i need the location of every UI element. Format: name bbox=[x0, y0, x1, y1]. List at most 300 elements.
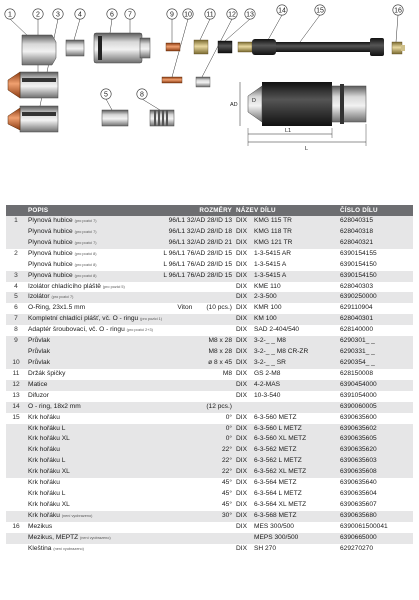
cell-part-name: GS 2-M8 bbox=[254, 369, 281, 377]
cell-brand: DIX bbox=[236, 282, 247, 290]
cell-description bbox=[26, 511, 146, 522]
cell-dimensions bbox=[146, 413, 234, 424]
table-row bbox=[6, 238, 413, 249]
cell-position bbox=[6, 500, 26, 511]
cell-description bbox=[26, 347, 146, 358]
description-text: Krk hořáku bbox=[28, 446, 60, 454]
cell-part-name: 6-3-560 XL METZ bbox=[254, 435, 307, 443]
cell-position: 1 bbox=[14, 217, 18, 224]
cell-brand: DIX bbox=[236, 446, 247, 454]
description-text: Difuzor bbox=[28, 391, 49, 399]
cell-brand: DIX bbox=[236, 413, 247, 421]
dimension-text: 45° bbox=[222, 500, 232, 508]
cell-description bbox=[26, 402, 146, 413]
cell-description bbox=[26, 369, 146, 380]
table-row bbox=[6, 413, 413, 424]
dimension-text: ø 8 x 45 bbox=[208, 358, 232, 366]
table-row bbox=[6, 292, 413, 303]
cell-position bbox=[6, 544, 26, 555]
cell-dimensions bbox=[146, 303, 234, 314]
parts-table-container bbox=[6, 205, 413, 555]
cell-brand: DIX bbox=[236, 337, 247, 345]
table-body bbox=[6, 216, 413, 555]
cell-dimensions bbox=[146, 227, 234, 238]
cell-brand: DIX bbox=[236, 293, 247, 301]
part-16-adapter bbox=[392, 42, 405, 54]
table-row bbox=[6, 434, 413, 445]
table-row bbox=[6, 325, 413, 336]
cell-dimensions bbox=[146, 500, 234, 511]
description-note: (není vyobrazeno) bbox=[61, 513, 93, 518]
cell-position bbox=[6, 347, 26, 358]
cell-part-name: KMG 115 TR bbox=[254, 217, 292, 224]
cell-position bbox=[6, 478, 26, 489]
cell-part-number: 6390635608 bbox=[340, 468, 377, 476]
cell-description bbox=[26, 282, 146, 293]
dimension-text: 45° bbox=[222, 490, 232, 498]
cell-position: 4 bbox=[14, 282, 18, 290]
cell-description bbox=[26, 467, 146, 478]
part-8-adapter bbox=[150, 110, 174, 126]
description-text: Mezikus bbox=[28, 522, 53, 530]
cell-brand: DIX bbox=[236, 468, 247, 476]
part-1-gas-nozzle bbox=[22, 35, 56, 65]
cell-part-name: KMR 100 bbox=[254, 304, 282, 312]
dimension-text: 96/L1 32/AD 28/ID 21 bbox=[168, 238, 232, 246]
cell-position: 6 bbox=[14, 304, 18, 312]
cell-part-name: KME 110 bbox=[254, 282, 281, 290]
cell-dimensions bbox=[146, 424, 234, 435]
description-note: (pro pozici 1) bbox=[140, 317, 163, 322]
cell-part-name: SAD 2-404/540 bbox=[254, 326, 300, 334]
cell-position: 13 bbox=[12, 391, 20, 399]
cell-position bbox=[6, 467, 26, 478]
cell-part-name: SH 270 bbox=[254, 544, 276, 552]
cell-dimensions bbox=[146, 292, 234, 303]
description-text: Krk hořáku XL bbox=[28, 435, 70, 443]
cell-position: 10 bbox=[12, 358, 20, 366]
cell-part-number: 6390635605 bbox=[340, 435, 377, 443]
cell-position bbox=[6, 260, 26, 271]
callout-number: 15 bbox=[316, 7, 324, 15]
dimension-text: 22° bbox=[222, 468, 232, 476]
cell-position: 8 bbox=[14, 326, 18, 334]
description-note: (pro pozici 7) bbox=[74, 219, 97, 223]
cell-part-name: 6-3-560 L METZ bbox=[254, 424, 302, 432]
cell-position bbox=[6, 434, 26, 445]
cell-part-number: 6390635607 bbox=[340, 500, 377, 508]
dimension-text: L 96/L1 76/AD 28/ID 15 bbox=[163, 260, 232, 268]
description-text: Průvlak bbox=[28, 348, 50, 356]
cell-description bbox=[26, 227, 146, 238]
description-text: Plynová hubice bbox=[28, 249, 73, 257]
cell-part-number: 629270270 bbox=[340, 544, 374, 552]
part-11-tip-holder bbox=[194, 40, 208, 54]
part-3-gas-nozzle bbox=[8, 106, 58, 132]
cell-dimensions bbox=[146, 325, 234, 336]
part-15-torch-neck bbox=[238, 38, 384, 56]
part-7-cooling-jacket bbox=[94, 33, 150, 63]
table-row bbox=[6, 544, 413, 555]
cell-dimensions bbox=[146, 380, 234, 391]
callout-number: 8 bbox=[140, 91, 144, 99]
description-text: Krk hořáku L bbox=[28, 424, 66, 432]
cell-position: 9 bbox=[14, 337, 18, 345]
description-note: (pro pozici 7) bbox=[51, 295, 74, 300]
callout-number: 4 bbox=[78, 11, 82, 19]
description-text: Průvlak bbox=[28, 337, 50, 345]
dimension-text: 0° bbox=[225, 424, 232, 432]
cell-description bbox=[26, 489, 146, 500]
callout-leader-line bbox=[110, 19, 112, 33]
dimension-text: L 96/L1 76/AD 28/ID 15 bbox=[163, 249, 232, 257]
cell-dimensions bbox=[146, 456, 234, 467]
cell-brand: DIX bbox=[236, 369, 247, 377]
cell-description bbox=[26, 292, 146, 303]
cell-position bbox=[6, 511, 26, 522]
cell-dimensions bbox=[146, 478, 234, 489]
table-row bbox=[6, 271, 413, 282]
description-text: Držák špičky bbox=[28, 369, 66, 377]
cell-dimensions bbox=[146, 249, 234, 260]
callout-leader-line bbox=[74, 19, 80, 40]
table-row bbox=[6, 533, 413, 544]
table-row bbox=[6, 347, 413, 358]
table-row bbox=[6, 282, 413, 293]
cell-brand: DIX bbox=[236, 271, 247, 279]
callout-number: 3 bbox=[56, 11, 60, 19]
dim-ad-label: AD bbox=[230, 102, 238, 108]
cell-position: 2 bbox=[14, 249, 18, 257]
cell-part-name: 6-3-562 L METZ bbox=[254, 457, 302, 465]
cell-part-number: 6390635680 bbox=[340, 511, 377, 519]
cell-brand: DIX bbox=[236, 380, 247, 388]
callout-leader-line bbox=[225, 19, 250, 41]
cell-part-name: 10-3-540 bbox=[254, 391, 281, 399]
cell-part-name: 1-3-5415 AR bbox=[254, 249, 292, 257]
callout-number: 5 bbox=[104, 91, 108, 99]
cell-position: 16 bbox=[12, 522, 20, 530]
callout-number: 12 bbox=[228, 11, 236, 19]
description-text: Plynová hubice bbox=[28, 238, 73, 246]
cell-brand: DIX bbox=[236, 435, 247, 443]
part-9-contact-tip bbox=[166, 43, 180, 51]
cell-part-name: 1-3-5415 A bbox=[254, 271, 287, 279]
header-rozmery: ROZMĚRY bbox=[199, 207, 232, 214]
cell-brand bbox=[234, 402, 252, 413]
table-row bbox=[6, 467, 413, 478]
cell-description bbox=[26, 303, 146, 314]
dimension-extra: (10 pcs.) bbox=[206, 304, 232, 312]
cell-part-number: 6390635600 bbox=[340, 413, 377, 421]
cell-description bbox=[26, 434, 146, 445]
callout-leader-line bbox=[268, 15, 282, 40]
description-note: (pro pozici 8) bbox=[74, 262, 97, 267]
cell-part-number: 6390060005 bbox=[340, 402, 377, 410]
cell-part-name: 6-3-564 METZ bbox=[254, 479, 297, 487]
description-text: Plynová hubice bbox=[28, 227, 73, 235]
callout-number: 11 bbox=[206, 11, 214, 19]
description-note: (pro pozici 7) bbox=[74, 229, 97, 234]
cell-description bbox=[26, 238, 146, 249]
description-text: Plynová hubice bbox=[28, 271, 73, 279]
cell-description bbox=[26, 522, 146, 533]
cell-description bbox=[26, 500, 146, 511]
description-text: Krk hořáku L bbox=[28, 490, 66, 498]
cell-description bbox=[26, 445, 146, 456]
dimension-text: 96/L1 32/AD 28/ID 13 bbox=[168, 217, 232, 224]
header-popis: POPIS bbox=[28, 207, 49, 214]
table-row bbox=[6, 249, 413, 260]
table-row bbox=[6, 456, 413, 467]
cell-description bbox=[26, 271, 146, 282]
cell-dimensions bbox=[146, 467, 234, 478]
cell-brand: DIX bbox=[236, 522, 247, 530]
cell-part-number: 6390154150 bbox=[340, 271, 377, 279]
description-text: Kompletní chladící plášť, vč. O - ringu bbox=[28, 315, 139, 323]
callout-number: 14 bbox=[278, 7, 286, 15]
table-row bbox=[6, 478, 413, 489]
callout-leader-line bbox=[200, 19, 210, 40]
cell-position: 7 bbox=[14, 315, 18, 323]
cell-dimensions bbox=[146, 489, 234, 500]
dim-l1-label: L1 bbox=[285, 128, 292, 134]
dimension-text: 0° bbox=[225, 413, 232, 421]
dimension-text: 96/L1 32/AD 28/ID 18 bbox=[168, 227, 232, 235]
table-row bbox=[6, 402, 413, 413]
dimension-text: (12 pcs.) bbox=[206, 402, 232, 410]
cell-brand: DIX bbox=[236, 227, 247, 235]
cell-part-number: 628040318 bbox=[340, 227, 374, 235]
cell-brand: DIX bbox=[236, 490, 247, 498]
cell-part-name: KMG 121 TR bbox=[254, 238, 293, 246]
cell-part-name bbox=[252, 402, 338, 413]
description-text: Krk hořáku L bbox=[28, 457, 66, 465]
dimension-text: 45° bbox=[222, 479, 232, 487]
cell-brand bbox=[234, 533, 252, 544]
cell-brand: DIX bbox=[236, 424, 247, 432]
description-text: O-Ring, 23x1.5 mm bbox=[28, 304, 86, 312]
table-row bbox=[6, 511, 413, 522]
cell-part-number: 629110904 bbox=[340, 304, 373, 312]
dimension-drawing bbox=[230, 82, 366, 152]
description-text: Krk hořáku bbox=[28, 479, 60, 487]
cell-part-number: 6390154155 bbox=[340, 249, 377, 257]
cell-brand: DIX bbox=[236, 249, 247, 257]
cell-brand: DIX bbox=[236, 391, 247, 399]
description-text: Mezikus, MEPTZ bbox=[28, 533, 79, 541]
table-row bbox=[6, 424, 413, 435]
table-row bbox=[6, 391, 413, 402]
cell-brand: DIX bbox=[236, 260, 247, 268]
table-row bbox=[6, 500, 413, 511]
cell-part-name: KM 100 bbox=[254, 315, 277, 323]
cell-position: 11 bbox=[12, 369, 20, 377]
description-note: (není vyobrazeno) bbox=[53, 546, 84, 551]
cell-dimensions bbox=[146, 238, 234, 249]
cell-dimensions bbox=[146, 260, 234, 271]
cell-dimensions bbox=[146, 391, 234, 402]
cell-description bbox=[26, 314, 163, 325]
cell-part-name: KMG 118 TR bbox=[254, 227, 292, 235]
cell-position bbox=[6, 533, 26, 544]
cell-part-number: 6390061500041 bbox=[340, 522, 388, 530]
description-text: Kleština bbox=[28, 544, 52, 552]
cell-part-name: 6-3-564 XL METZ bbox=[254, 500, 307, 508]
cell-part-name: 3-2-_ _ SR bbox=[254, 358, 286, 366]
dimension-text: 30° bbox=[222, 511, 232, 519]
dimension-text: 22° bbox=[222, 446, 232, 454]
cell-brand: DIX bbox=[236, 238, 247, 246]
description-note: (pro pozici 8) bbox=[74, 251, 97, 256]
callout-number: 10 bbox=[184, 11, 192, 19]
part-4-insulator bbox=[66, 40, 84, 56]
dimension-text: M8 x 28 bbox=[208, 348, 232, 356]
cell-brand: DIX bbox=[236, 358, 247, 366]
cell-part-name: 6-3-562 XL METZ bbox=[254, 468, 307, 476]
cell-part-name: 3-2-_ _ M8 CR-ZR bbox=[254, 348, 309, 356]
dimension-text: 22° bbox=[222, 457, 232, 465]
description-note: (pro pozici 5) bbox=[102, 284, 125, 289]
cell-part-number: 6390635603 bbox=[340, 457, 377, 465]
cell-brand: DIX bbox=[236, 500, 247, 508]
description-text: Izolátor bbox=[28, 293, 50, 301]
dimension-text: M8 x 28 bbox=[208, 337, 232, 345]
part-10-contact-tip bbox=[162, 77, 182, 83]
cell-description bbox=[26, 391, 146, 402]
cell-part-name: 1-3-5415 A bbox=[254, 260, 287, 268]
table-row bbox=[6, 380, 413, 391]
part-13-diffuser bbox=[218, 41, 232, 53]
cell-description bbox=[26, 544, 146, 555]
part-2-gas-nozzle bbox=[8, 72, 58, 98]
description-text: Krk hořáku bbox=[28, 413, 60, 421]
cell-part-name: MES 300/500 bbox=[254, 522, 294, 530]
cell-part-number: 6390250000 bbox=[340, 293, 377, 301]
cell-brand: DIX bbox=[236, 217, 247, 224]
callout-leader-line bbox=[300, 15, 320, 42]
cell-part-name: 6-3-560 METZ bbox=[254, 413, 297, 421]
header-no bbox=[6, 205, 26, 216]
cell-part-name: 6-3-568 METZ bbox=[254, 511, 297, 519]
description-text: Krk hořáku bbox=[28, 511, 60, 519]
callout-leader-line bbox=[396, 15, 398, 42]
cell-dimensions bbox=[146, 522, 234, 533]
cell-dimensions bbox=[146, 336, 234, 347]
cell-position: 14 bbox=[12, 402, 20, 410]
table-row bbox=[6, 522, 413, 533]
cell-part-number: 6290354_ _ bbox=[340, 358, 375, 366]
cell-description bbox=[26, 424, 146, 435]
table-row bbox=[6, 260, 413, 271]
cell-description bbox=[26, 380, 146, 391]
dimension-text: L 96/L1 76/AD 28/ID 15 bbox=[163, 271, 232, 279]
cell-position: 3 bbox=[14, 271, 18, 279]
cell-position bbox=[6, 424, 26, 435]
cell-part-number: 628040321 bbox=[340, 238, 374, 246]
cell-part-number: 6390635640 bbox=[340, 479, 377, 487]
description-note: (není vyobrazeno) bbox=[80, 535, 111, 540]
description-text: Izolátor chladícího pláště bbox=[28, 282, 101, 290]
cell-description bbox=[26, 358, 146, 369]
callout-number: 2 bbox=[36, 11, 40, 19]
description-text: Krk hořáku XL bbox=[28, 500, 70, 508]
cell-brand: DIX bbox=[236, 315, 247, 323]
cell-part-number: 6391054000 bbox=[340, 391, 377, 399]
cell-part-name: 2-3-500 bbox=[254, 293, 277, 301]
cell-dimensions bbox=[146, 511, 234, 522]
description-text: Plynová hubice bbox=[28, 217, 73, 224]
cell-part-number: 628040301 bbox=[340, 315, 374, 323]
table-row bbox=[6, 336, 413, 347]
cell-description bbox=[26, 456, 146, 467]
callout-number: 9 bbox=[170, 11, 174, 19]
header-cislo: ČÍSLO DÍLU bbox=[340, 207, 378, 214]
cell-dimensions bbox=[146, 434, 234, 445]
cell-dimensions bbox=[146, 402, 234, 413]
cell-part-number: 6390154150 bbox=[340, 260, 377, 268]
cell-part-number: 6390665000 bbox=[340, 533, 377, 541]
description-note: (pro pozici 2+3) bbox=[126, 328, 153, 333]
cell-position: 5 bbox=[14, 293, 18, 301]
part-12-nut bbox=[196, 77, 210, 87]
cell-part-number: 628150008 bbox=[340, 369, 374, 377]
table-row bbox=[6, 314, 413, 325]
cell-part-name: 3-2-_ _ M8 bbox=[254, 337, 286, 345]
dim-d-label: D bbox=[252, 98, 256, 104]
dimension-text: M8 bbox=[222, 369, 232, 377]
cell-part-number: 6390635620 bbox=[340, 446, 377, 454]
cell-description bbox=[26, 533, 146, 544]
description-text: Krk hořáku XL bbox=[28, 468, 70, 476]
cell-brand: DIX bbox=[236, 511, 247, 519]
parts-diagram bbox=[0, 0, 419, 200]
cell-position bbox=[6, 227, 26, 238]
description-note: (pro pozici 8) bbox=[74, 273, 97, 278]
cell-part-name: 6-3-562 METZ bbox=[254, 446, 297, 454]
cell-brand: DIX bbox=[236, 348, 247, 356]
cell-brand: DIX bbox=[236, 544, 247, 552]
table-row bbox=[6, 489, 413, 500]
header-nazev: NÁZEV DÍLU bbox=[236, 207, 276, 214]
description-text: Matice bbox=[28, 380, 48, 388]
cell-dimensions bbox=[146, 358, 234, 369]
table-row bbox=[6, 358, 413, 369]
cell-dimensions bbox=[146, 216, 234, 227]
cell-part-number: 6290301_ _ bbox=[340, 337, 375, 345]
callout-number: 6 bbox=[110, 11, 114, 19]
dimension-text: 0° bbox=[225, 435, 232, 443]
description-text: Plynová hubice bbox=[28, 260, 73, 268]
table-header-row bbox=[6, 205, 413, 216]
cell-description bbox=[26, 325, 153, 336]
cell-dimensions bbox=[146, 369, 234, 380]
cell-position bbox=[6, 489, 26, 500]
cell-part-number: 6390635604 bbox=[340, 490, 377, 498]
cell-brand: DIX bbox=[236, 457, 247, 465]
callout-number: 7 bbox=[128, 11, 132, 19]
cell-description bbox=[26, 336, 146, 347]
callout-leader-line bbox=[142, 99, 160, 110]
cell-dimensions bbox=[146, 347, 234, 358]
cell-part-name: 6-3-564 L METZ bbox=[254, 490, 302, 498]
cell-part-number: 628040315 bbox=[340, 217, 374, 224]
cell-description bbox=[26, 260, 146, 271]
table-row bbox=[6, 445, 413, 456]
parts-table bbox=[6, 205, 413, 555]
dimension-text: Viton bbox=[177, 304, 193, 312]
table-row bbox=[6, 216, 413, 227]
